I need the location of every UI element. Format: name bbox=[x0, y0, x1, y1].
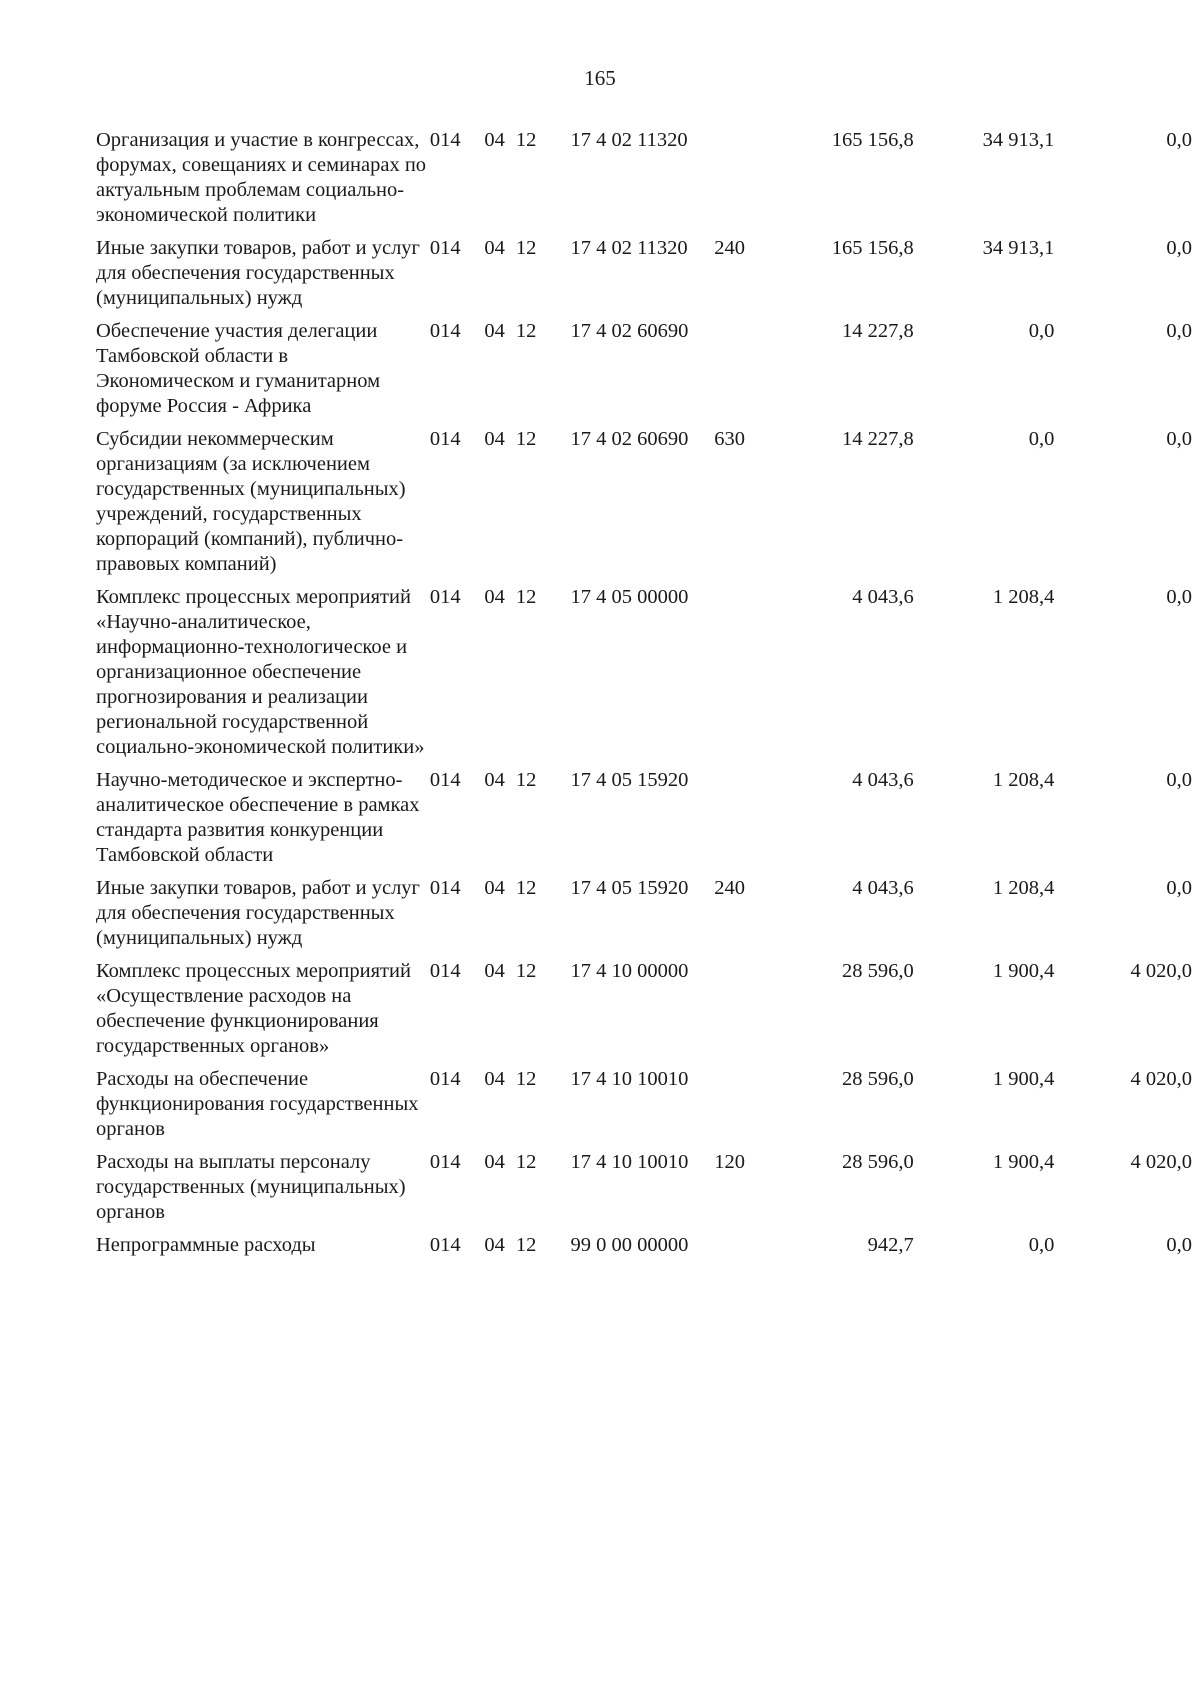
row-amount-2: 1 208,4 bbox=[992, 586, 1055, 608]
row-amount-3: 0,0 bbox=[1166, 129, 1192, 151]
row-section-code: 04 bbox=[484, 129, 505, 151]
row-name: Комплекс процессных мероприятий «Осуществление расходов на обеспечение функционирования государственных органов» bbox=[96, 960, 411, 1057]
row-amount-3: 0,0 bbox=[1166, 428, 1192, 450]
row-amount-2: 0,0 bbox=[1028, 1234, 1055, 1256]
table-row bbox=[96, 1233, 1192, 1266]
row-name: Иные закупки товаров, работ и услуг для обеспечения государственных (муниципальных) нужд bbox=[96, 237, 420, 309]
row-ministry-code: 014 bbox=[429, 237, 461, 259]
row-target-code: 17 4 02 60690 bbox=[570, 428, 689, 450]
table-row bbox=[96, 959, 1192, 1067]
row-section-code: 04 bbox=[484, 960, 505, 982]
row-expense-type-code: 240 bbox=[714, 877, 746, 899]
row-amount-2: 1 208,4 bbox=[992, 877, 1055, 899]
row-amount-1: 4 043,6 bbox=[852, 586, 914, 608]
row-target-code: 17 4 02 60690 bbox=[570, 320, 689, 342]
row-subsection-code: 12 bbox=[515, 877, 537, 899]
row-ministry-code: 014 bbox=[429, 320, 461, 342]
row-name: Организация и участие в конгрессах, форумах, совещаниях и семинарах по актуальным проблемам социально-экономической политики bbox=[96, 129, 427, 226]
row-expense-type-code: 630 bbox=[714, 428, 746, 450]
row-section-code: 04 bbox=[484, 586, 505, 608]
row-target-code: 17 4 05 15920 bbox=[570, 877, 689, 899]
row-amount-1: 165 156,8 bbox=[831, 129, 914, 151]
row-target-code: 17 4 10 10010 bbox=[570, 1151, 689, 1173]
row-name: Расходы на выплаты персоналу государственных (муниципальных) органов bbox=[96, 1151, 406, 1223]
row-amount-1: 4 043,6 bbox=[852, 769, 914, 791]
table-row bbox=[96, 128, 1192, 236]
row-subsection-code: 12 bbox=[515, 960, 537, 982]
row-amount-2: 1 208,4 bbox=[992, 769, 1055, 791]
row-ministry-code: 014 bbox=[429, 428, 461, 450]
row-section-code: 04 bbox=[484, 428, 505, 450]
row-name: Комплекс процессных мероприятий «Научно-аналитическое, информационно-технологическое и организационное обеспечение прогнозирования и реализации региональной государственной социально-экономической политики» bbox=[96, 586, 425, 758]
row-amount-2: 1 900,4 bbox=[992, 1068, 1055, 1090]
row-target-code: 17 4 10 00000 bbox=[570, 960, 689, 982]
row-expense-type-code: 240 bbox=[714, 237, 746, 259]
row-expense-type-code bbox=[714, 319, 773, 427]
row-section-code: 04 bbox=[484, 1151, 505, 1173]
row-ministry-code: 014 bbox=[429, 769, 461, 791]
row-amount-3: 0,0 bbox=[1166, 769, 1192, 791]
row-section-code: 04 bbox=[484, 877, 505, 899]
row-target-code: 99 0 00 00000 bbox=[570, 1234, 689, 1256]
row-amount-2: 1 900,4 bbox=[992, 960, 1055, 982]
row-amount-1: 165 156,8 bbox=[831, 237, 914, 259]
row-amount-1: 14 227,8 bbox=[841, 320, 914, 342]
row-amount-1: 28 596,0 bbox=[841, 1068, 914, 1090]
row-target-code: 17 4 05 15920 bbox=[570, 769, 689, 791]
row-target-code: 17 4 02 11320 bbox=[570, 129, 688, 151]
row-amount-1: 4 043,6 bbox=[852, 877, 914, 899]
table-body bbox=[96, 128, 1192, 1266]
page-number: 165 bbox=[584, 66, 616, 90]
row-section-code: 04 bbox=[484, 1068, 505, 1090]
row-expense-type-code bbox=[714, 768, 773, 876]
row-target-code: 17 4 05 00000 bbox=[570, 586, 689, 608]
row-amount-3: 4 020,0 bbox=[1130, 1068, 1192, 1090]
row-ministry-code: 014 bbox=[429, 877, 461, 899]
table-row bbox=[96, 1067, 1192, 1150]
row-section-code: 04 bbox=[484, 320, 505, 342]
row-ministry-code: 014 bbox=[429, 586, 461, 608]
table-row bbox=[96, 319, 1192, 427]
row-expense-type-code bbox=[714, 128, 773, 236]
row-amount-2: 0,0 bbox=[1028, 320, 1055, 342]
row-amount-1: 28 596,0 bbox=[841, 1151, 914, 1173]
row-subsection-code: 12 bbox=[515, 237, 537, 259]
row-subsection-code: 12 bbox=[515, 428, 537, 450]
row-expense-type-code bbox=[714, 959, 773, 1067]
row-subsection-code: 12 bbox=[515, 129, 537, 151]
row-amount-3: 4 020,0 bbox=[1130, 1151, 1192, 1173]
row-target-code: 17 4 02 11320 bbox=[570, 237, 688, 259]
row-ministry-code: 014 bbox=[429, 129, 461, 151]
row-name: Научно-методическое и экспертно-аналитическое обеспечение в рамках стандарта развития конкуренции Тамбовской области bbox=[96, 769, 420, 866]
row-name: Субсидии некоммерческим организациям (за исключением государственных (муниципальных) учреждений, государственных корпораций (компаний), публично-правовых компаний) bbox=[96, 428, 406, 575]
row-section-code: 04 bbox=[484, 237, 505, 259]
row-amount-2: 34 913,1 bbox=[982, 129, 1055, 151]
row-amount-3: 0,0 bbox=[1166, 877, 1192, 899]
row-name: Непрограммные расходы bbox=[96, 1234, 316, 1256]
table-row bbox=[96, 427, 1192, 585]
row-subsection-code: 12 bbox=[515, 1234, 537, 1256]
row-amount-1: 28 596,0 bbox=[841, 960, 914, 982]
row-subsection-code: 12 bbox=[515, 586, 537, 608]
row-amount-3: 0,0 bbox=[1166, 320, 1192, 342]
row-expense-type-code: 120 bbox=[714, 1151, 746, 1173]
row-name: Расходы на обеспечение функционирования государственных органов bbox=[96, 1068, 419, 1140]
table-row bbox=[96, 876, 1192, 959]
row-amount-3: 0,0 bbox=[1166, 586, 1192, 608]
row-subsection-code: 12 bbox=[515, 769, 537, 791]
table-row bbox=[96, 585, 1192, 768]
row-expense-type-code bbox=[714, 1233, 773, 1266]
row-subsection-code: 12 bbox=[515, 1068, 537, 1090]
row-amount-3: 4 020,0 bbox=[1130, 960, 1192, 982]
table-row bbox=[96, 768, 1192, 876]
row-expense-type-code bbox=[714, 1067, 773, 1150]
table-row bbox=[96, 236, 1192, 319]
row-name: Обеспечение участия делегации Тамбовской области в Экономическом и гуманитарном форуме Россия - Африка bbox=[96, 320, 381, 417]
row-amount-2: 34 913,1 bbox=[982, 237, 1055, 259]
row-amount-2: 1 900,4 bbox=[992, 1151, 1055, 1173]
row-target-code: 17 4 10 10010 bbox=[570, 1068, 689, 1090]
row-name: Иные закупки товаров, работ и услуг для обеспечения государственных (муниципальных) нужд bbox=[96, 877, 420, 949]
row-subsection-code: 12 bbox=[515, 1151, 537, 1173]
row-amount-3: 0,0 bbox=[1166, 237, 1192, 259]
table-row bbox=[96, 1150, 1192, 1233]
budget-table bbox=[96, 128, 1192, 1266]
row-amount-2: 0,0 bbox=[1028, 428, 1055, 450]
row-ministry-code: 014 bbox=[429, 1234, 461, 1256]
row-section-code: 04 bbox=[484, 1234, 505, 1256]
row-ministry-code: 014 bbox=[429, 960, 461, 982]
row-amount-1: 942,7 bbox=[867, 1234, 914, 1256]
row-ministry-code: 014 bbox=[429, 1068, 461, 1090]
row-ministry-code: 014 bbox=[429, 1151, 461, 1173]
row-section-code: 04 bbox=[484, 769, 505, 791]
row-amount-3: 0,0 bbox=[1166, 1234, 1192, 1256]
row-expense-type-code bbox=[714, 585, 773, 768]
row-amount-1: 14 227,8 bbox=[841, 428, 914, 450]
row-subsection-code: 12 bbox=[515, 320, 537, 342]
